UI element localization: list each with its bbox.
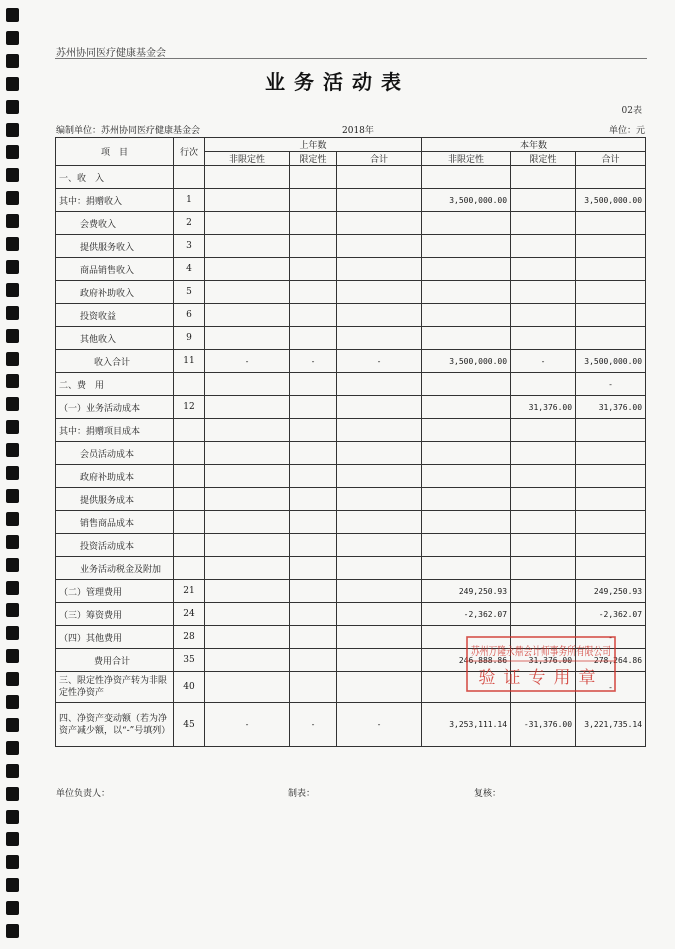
row-value xyxy=(290,603,337,626)
table-row xyxy=(56,281,646,304)
row-value xyxy=(337,235,422,258)
row-value xyxy=(422,304,511,327)
binding-hole xyxy=(6,581,19,595)
row-value xyxy=(337,557,422,580)
table-row xyxy=(56,511,646,534)
row-value xyxy=(337,626,422,649)
subheader-prev-restricted: 限定性 xyxy=(290,152,337,166)
row-line-no xyxy=(174,511,205,534)
table-row xyxy=(56,166,646,189)
row-value: -2,362.07 xyxy=(576,603,646,626)
row-value xyxy=(205,189,290,212)
row-value: 246,888.86 xyxy=(422,649,511,672)
table-row xyxy=(56,580,646,603)
row-value xyxy=(422,442,511,465)
row-value xyxy=(290,580,337,603)
row-value: 3,500,000.00 xyxy=(576,350,646,373)
row-value: 249,250.93 xyxy=(576,580,646,603)
row-line-no: 45 xyxy=(174,703,205,747)
activity-table xyxy=(55,137,646,747)
row-value xyxy=(205,281,290,304)
row-item: 业务活动税金及附加 xyxy=(56,557,174,580)
row-value: - xyxy=(205,703,290,747)
form-number: 02表 xyxy=(621,106,642,116)
row-value: 31,376.00 xyxy=(576,396,646,419)
row-value: 3,500,000.00 xyxy=(576,189,646,212)
row-value xyxy=(205,442,290,465)
row-value xyxy=(576,511,646,534)
row-value xyxy=(205,672,290,703)
binding-hole xyxy=(6,695,19,709)
subheader-prev-total: 合计 xyxy=(337,152,422,166)
row-value xyxy=(511,442,576,465)
row-value xyxy=(205,626,290,649)
row-value xyxy=(205,649,290,672)
binding-hole xyxy=(6,718,19,732)
row-value xyxy=(576,327,646,350)
table-row xyxy=(56,350,646,373)
binding-hole xyxy=(6,420,19,434)
row-line-no: 6 xyxy=(174,304,205,327)
row-item: 其他收入 xyxy=(56,327,174,350)
row-value: - xyxy=(290,350,337,373)
row-value xyxy=(511,465,576,488)
row-line-no: 9 xyxy=(174,327,205,350)
row-value xyxy=(337,304,422,327)
row-value xyxy=(576,442,646,465)
row-value: 3,221,735.14 xyxy=(576,703,646,747)
row-value xyxy=(511,603,576,626)
row-value xyxy=(576,281,646,304)
binding-hole xyxy=(6,901,19,915)
binding-hole xyxy=(6,260,19,274)
row-value xyxy=(290,672,337,703)
binding-hole xyxy=(6,924,19,938)
table-row xyxy=(56,626,646,649)
row-value xyxy=(576,465,646,488)
row-item: 销售商品成本 xyxy=(56,511,174,534)
row-line-no: 5 xyxy=(174,281,205,304)
row-value xyxy=(422,557,511,580)
table-row xyxy=(56,396,646,419)
row-item: 四、净资产变动额（若为净资产减少额，以“-”号填列） xyxy=(56,703,174,747)
row-value: - xyxy=(337,350,422,373)
row-value xyxy=(205,534,290,557)
page-title: 业务活动表 xyxy=(265,70,410,94)
row-item: 其中：捐赠收入 xyxy=(56,189,174,212)
row-value xyxy=(337,212,422,235)
binding-strip xyxy=(0,0,32,949)
binding-hole xyxy=(6,787,19,801)
row-value xyxy=(205,557,290,580)
row-value xyxy=(290,488,337,511)
row-line-no: 35 xyxy=(174,649,205,672)
row-line-no xyxy=(174,373,205,396)
row-item: 投资活动成本 xyxy=(56,534,174,557)
table-row xyxy=(56,557,646,580)
row-value: 31,376.00 xyxy=(511,396,576,419)
row-item: （三）筹资费用 xyxy=(56,603,174,626)
row-value: 278,264.86 xyxy=(576,649,646,672)
row-value xyxy=(205,603,290,626)
table-row xyxy=(56,442,646,465)
row-value xyxy=(511,281,576,304)
binding-hole xyxy=(6,466,19,480)
binding-hole xyxy=(6,878,19,892)
row-value xyxy=(576,235,646,258)
row-value xyxy=(576,419,646,442)
row-value xyxy=(337,488,422,511)
binding-hole xyxy=(6,214,19,228)
binding-hole xyxy=(6,397,19,411)
table-row xyxy=(56,465,646,488)
row-value xyxy=(422,488,511,511)
row-value xyxy=(337,327,422,350)
row-value xyxy=(422,212,511,235)
row-value xyxy=(511,212,576,235)
row-item: 一、收 入 xyxy=(56,166,174,189)
row-value xyxy=(576,258,646,281)
row-line-no: 2 xyxy=(174,212,205,235)
row-line-no xyxy=(174,419,205,442)
row-value xyxy=(205,166,290,189)
row-value xyxy=(290,419,337,442)
row-value xyxy=(205,580,290,603)
row-value xyxy=(205,419,290,442)
row-value xyxy=(422,511,511,534)
binding-hole xyxy=(6,283,19,297)
binding-hole xyxy=(6,168,19,182)
table-row xyxy=(56,189,646,212)
row-value xyxy=(290,465,337,488)
row-value: 3,500,000.00 xyxy=(422,350,511,373)
row-item: 投资收益 xyxy=(56,304,174,327)
binding-hole xyxy=(6,626,19,640)
row-value: 31,376.00 xyxy=(511,649,576,672)
binding-hole xyxy=(6,855,19,869)
row-value xyxy=(511,580,576,603)
row-item: 会费收入 xyxy=(56,212,174,235)
row-value xyxy=(337,603,422,626)
row-value xyxy=(511,534,576,557)
row-value xyxy=(511,373,576,396)
col-header-item: 项 目 xyxy=(56,138,174,166)
binding-hole xyxy=(6,489,19,503)
row-value xyxy=(290,235,337,258)
row-value xyxy=(337,442,422,465)
table-row xyxy=(56,235,646,258)
currency-unit: 单位：元 xyxy=(608,126,645,136)
row-value xyxy=(205,511,290,534)
table-row xyxy=(56,327,646,350)
binding-hole xyxy=(6,741,19,755)
binding-hole xyxy=(6,832,19,846)
row-value xyxy=(290,281,337,304)
table-row xyxy=(56,419,646,442)
row-value xyxy=(422,534,511,557)
footer-reviewed: 复核： xyxy=(474,789,502,799)
row-item: 会员活动成本 xyxy=(56,442,174,465)
binding-hole xyxy=(6,306,19,320)
row-value xyxy=(337,396,422,419)
row-value xyxy=(205,235,290,258)
row-value xyxy=(205,304,290,327)
row-value xyxy=(337,189,422,212)
table-row xyxy=(56,488,646,511)
binding-hole xyxy=(6,558,19,572)
row-line-no xyxy=(174,534,205,557)
row-value xyxy=(422,419,511,442)
table-row xyxy=(56,258,646,281)
org-header: 苏州协同医疗健康基金会 xyxy=(56,48,166,59)
row-value xyxy=(290,304,337,327)
binding-hole xyxy=(6,810,19,824)
binding-hole xyxy=(6,123,19,137)
subheader-curr-total: 合计 xyxy=(576,152,646,166)
row-line-no: 40 xyxy=(174,672,205,703)
row-value xyxy=(422,327,511,350)
row-item: 提供服务收入 xyxy=(56,235,174,258)
row-value xyxy=(511,626,576,649)
footer-responsible: 单位负责人： xyxy=(56,789,111,799)
row-value xyxy=(290,511,337,534)
row-value xyxy=(290,166,337,189)
table-row xyxy=(56,373,646,396)
row-item: 其中：捐赠项目成本 xyxy=(56,419,174,442)
row-item: （一）业务活动成本 xyxy=(56,396,174,419)
row-value xyxy=(422,281,511,304)
row-value: 249,250.93 xyxy=(422,580,511,603)
row-value xyxy=(290,396,337,419)
row-value: 3,500,000.00 xyxy=(422,189,511,212)
row-value xyxy=(337,166,422,189)
row-value: - xyxy=(205,350,290,373)
row-item: 费用合计 xyxy=(56,649,174,672)
row-line-no: 28 xyxy=(174,626,205,649)
table-row xyxy=(56,603,646,626)
binding-hole xyxy=(6,191,19,205)
row-value xyxy=(205,212,290,235)
table-row xyxy=(56,212,646,235)
row-value xyxy=(337,672,422,703)
row-value: - xyxy=(576,626,646,649)
row-line-no: 1 xyxy=(174,189,205,212)
row-line-no xyxy=(174,465,205,488)
reporting-unit: 编制单位：苏州协同医疗健康基金会 xyxy=(56,126,201,136)
binding-hole xyxy=(6,764,19,778)
row-line-no xyxy=(174,557,205,580)
row-value xyxy=(422,235,511,258)
binding-hole xyxy=(6,603,19,617)
row-value xyxy=(290,373,337,396)
row-line-no: 12 xyxy=(174,396,205,419)
row-line-no: 3 xyxy=(174,235,205,258)
row-value xyxy=(205,373,290,396)
row-value xyxy=(290,189,337,212)
row-value xyxy=(205,488,290,511)
row-item: 政府补助成本 xyxy=(56,465,174,488)
row-value xyxy=(422,166,511,189)
row-value xyxy=(511,189,576,212)
report-year: 2018年 xyxy=(342,126,374,136)
row-value xyxy=(290,626,337,649)
table-row xyxy=(56,649,646,672)
stamp-firm: 苏州万隆永鼎会计师事务所有限公司 xyxy=(471,644,611,658)
footer-prepared: 制表： xyxy=(288,789,316,799)
row-item: 收入合计 xyxy=(56,350,174,373)
row-value xyxy=(511,258,576,281)
row-value xyxy=(511,235,576,258)
row-value xyxy=(337,281,422,304)
row-value xyxy=(290,442,337,465)
row-value xyxy=(576,212,646,235)
row-value xyxy=(290,557,337,580)
binding-hole xyxy=(6,8,19,22)
row-value xyxy=(422,373,511,396)
col-header-line: 行次 xyxy=(174,138,205,166)
row-value xyxy=(511,511,576,534)
row-value xyxy=(290,212,337,235)
row-value xyxy=(337,511,422,534)
binding-hole xyxy=(6,237,19,251)
row-value xyxy=(511,327,576,350)
binding-hole xyxy=(6,352,19,366)
row-item: 三、限定性净资产转为非限定性净资产 xyxy=(56,672,174,703)
binding-hole xyxy=(6,512,19,526)
row-value xyxy=(576,534,646,557)
row-value: - xyxy=(337,703,422,747)
row-value xyxy=(337,373,422,396)
row-value: - xyxy=(576,373,646,396)
row-value xyxy=(511,166,576,189)
binding-hole xyxy=(6,374,19,388)
row-value xyxy=(576,557,646,580)
header-rule xyxy=(55,58,647,59)
row-value xyxy=(511,419,576,442)
row-value xyxy=(576,166,646,189)
binding-hole xyxy=(6,649,19,663)
stamp-text: 验证专用章 xyxy=(478,668,604,688)
row-value xyxy=(337,649,422,672)
row-value xyxy=(337,258,422,281)
row-value: -31,376.00 xyxy=(511,703,576,747)
row-value xyxy=(205,465,290,488)
table-row xyxy=(56,304,646,327)
row-value xyxy=(337,580,422,603)
binding-hole xyxy=(6,672,19,686)
row-value: - xyxy=(290,703,337,747)
binding-hole xyxy=(6,145,19,159)
row-item: 商品销售收入 xyxy=(56,258,174,281)
binding-hole xyxy=(6,329,19,343)
row-value xyxy=(422,396,511,419)
row-item: （二）管理费用 xyxy=(56,580,174,603)
row-value xyxy=(290,258,337,281)
row-value xyxy=(205,327,290,350)
row-line-no: 4 xyxy=(174,258,205,281)
row-value xyxy=(511,672,576,703)
col-header-prev-year: 上年数 xyxy=(205,138,422,152)
row-value xyxy=(422,465,511,488)
binding-hole xyxy=(6,443,19,457)
row-value xyxy=(511,557,576,580)
row-line-no xyxy=(174,442,205,465)
row-line-no: 21 xyxy=(174,580,205,603)
subheader-curr-restricted: 限定性 xyxy=(511,152,576,166)
row-value xyxy=(290,327,337,350)
header-row xyxy=(56,138,646,152)
subheader-curr-unrestricted: 非限定性 xyxy=(422,152,511,166)
row-value xyxy=(205,258,290,281)
row-line-no xyxy=(174,488,205,511)
table-row xyxy=(56,534,646,557)
row-value xyxy=(511,304,576,327)
row-line-no: 11 xyxy=(174,350,205,373)
row-value: - xyxy=(576,672,646,703)
subheader-prev-unrestricted: 非限定性 xyxy=(205,152,290,166)
table-row xyxy=(56,703,646,747)
binding-hole xyxy=(6,535,19,549)
binding-hole xyxy=(6,100,19,114)
row-value xyxy=(422,626,511,649)
row-value xyxy=(422,258,511,281)
row-value: - xyxy=(511,350,576,373)
row-value: -2,362.07 xyxy=(422,603,511,626)
row-line-no xyxy=(174,166,205,189)
row-item: 提供服务成本 xyxy=(56,488,174,511)
row-value xyxy=(576,304,646,327)
row-value xyxy=(290,534,337,557)
row-value xyxy=(422,672,511,703)
row-item: （四）其他费用 xyxy=(56,626,174,649)
row-value xyxy=(576,488,646,511)
row-value xyxy=(205,396,290,419)
row-item: 政府补助收入 xyxy=(56,281,174,304)
row-line-no: 24 xyxy=(174,603,205,626)
row-value xyxy=(337,419,422,442)
row-item: 二、费 用 xyxy=(56,373,174,396)
table-row xyxy=(56,672,646,703)
row-value xyxy=(337,534,422,557)
row-value xyxy=(511,488,576,511)
row-value xyxy=(337,465,422,488)
binding-hole xyxy=(6,31,19,45)
row-value: 3,253,111.14 xyxy=(422,703,511,747)
col-header-current-year: 本年数 xyxy=(422,138,646,152)
row-value xyxy=(290,649,337,672)
